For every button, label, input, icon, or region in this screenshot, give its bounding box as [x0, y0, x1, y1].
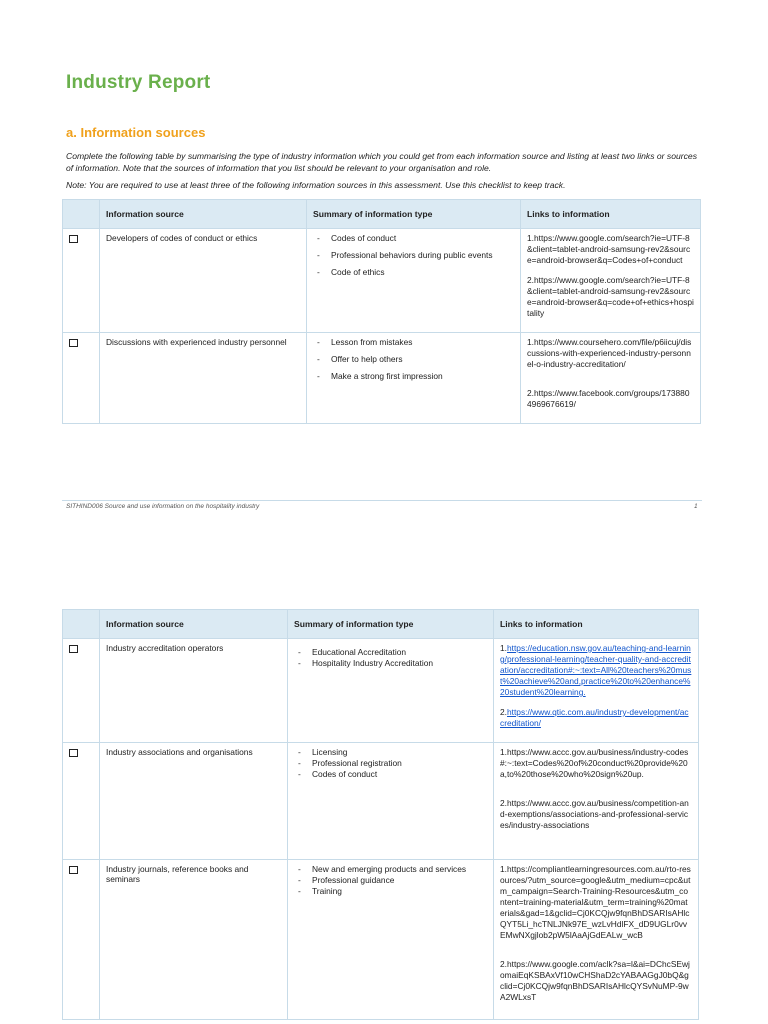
list-item: - Offer to help others — [313, 354, 514, 365]
table-header-row — [63, 610, 699, 639]
header-summary: Summary of information type — [307, 200, 521, 229]
link-text: 1.https://www.coursehero.com/file/p6iicuj/discussions-with-experienced-industry-personnel-o-industry-accreditation/ — [527, 337, 692, 369]
table-row — [63, 333, 701, 424]
header-information-source: Information source — [100, 200, 307, 229]
checkbox-header — [63, 610, 100, 639]
list-item: - Training — [294, 886, 487, 897]
link-text: 2.https://www.facebook.com/groups/1738804969676619/ — [527, 388, 690, 409]
list-item: - Educational Accreditation — [294, 647, 487, 658]
link-prefix: 1. — [500, 643, 507, 653]
links-cell — [494, 639, 699, 743]
information-source-cell: Discussions with experienced industry personnel — [100, 333, 307, 424]
note-text: Note: You are required to use at least three of the following information sources in this assessment. Use this checklist to keep track. — [66, 180, 566, 190]
page-title: Industry Report — [66, 72, 211, 93]
list-item: - New and emerging products and services — [294, 864, 487, 875]
links-cell — [494, 860, 699, 1020]
information-source-cell: Industry associations and organisations — [100, 743, 288, 860]
table-header-row — [63, 200, 701, 229]
checkbox[interactable] — [69, 235, 78, 243]
checkbox[interactable] — [69, 866, 78, 874]
footer-text: SITHIND006 Source and use information on the hospitality industry — [66, 503, 260, 510]
link-text: 2.https://www.google.com/search?ie=UTF-8&client=tablet-android-samsung-rev2&source=android-browser&q=code+of+ethics+hospitality — [527, 275, 694, 318]
header-summary: Summary of information type — [288, 610, 494, 639]
list-item: - Lesson from mistakes — [313, 337, 514, 348]
links-cell — [521, 333, 701, 424]
table-row — [63, 639, 699, 743]
qtic-link[interactable]: https://www.qtic.com.au/industry-development/accreditation/ — [500, 707, 689, 728]
header-links: Links to information — [494, 610, 699, 639]
table-row — [63, 229, 701, 333]
checkbox[interactable] — [69, 749, 78, 757]
header-information-source: Information source — [100, 610, 288, 639]
list-item: - Codes of conduct — [313, 233, 514, 244]
table-row — [63, 860, 699, 1020]
summary-cell — [307, 229, 521, 333]
list-item: - Professional guidance — [294, 875, 487, 886]
link-text: 2.https://www.google.com/aclk?sa=l&ai=DChcSEwjomaiEqKSBAxVf10wCHShaD2cYABAAGgJ0bQ&gclid=Cj0KCQjw9fqnBhDSARIsAHlcQYSvNuMP-9wA2WLxsT — [500, 959, 690, 1002]
link-text: 1.https://compliantlearningresources.com.au/rto-resources/?utm_source=google&utm_medium=cpc&utm_campaign=Search-Training-Resources&utm_content=training-material&utm_term=training%20materials&gad=1&gclid=Cj0KCQjw9fqnBhDSARIsAHlcQYT5Li_hcTNLJNk97E_wzLvHdlFX_dD9UGLr0vvEMwNXgjlob2pW5lAaAjGdEALw_wcB — [500, 864, 691, 940]
list-item: - Codes of conduct — [294, 769, 487, 780]
footer-divider — [62, 500, 702, 501]
information-source-cell: Developers of codes of conduct or ethics — [100, 229, 307, 333]
information-source-cell: Industry accreditation operators — [100, 639, 288, 743]
list-item: - Licensing — [294, 747, 487, 758]
list-item: - Hospitality Industry Accreditation — [294, 658, 487, 669]
section-title: a. Information sources — [66, 125, 206, 140]
checkbox[interactable] — [69, 339, 78, 347]
information-sources-table-2 — [62, 609, 699, 1020]
table-row — [63, 743, 699, 860]
list-item: - Professional behaviors during public events — [313, 250, 514, 261]
summary-cell — [288, 860, 494, 1020]
checkbox-header — [63, 200, 100, 229]
link-text: 1.https://www.accc.gov.au/business/industry-codes#:~:text=Codes%20of%20conduct%20provide%20a,to%20those%20who%20sign%20up. — [500, 747, 689, 779]
list-item: - Make a strong first impression — [313, 371, 514, 382]
links-cell — [521, 229, 701, 333]
accreditation-link[interactable]: https://education.nsw.gov.au/teaching-and-learning/professional-learning/teacher-quality-and-accreditation/accreditation#:~:text=All%20teachers%20must%20achieve%20and,practice%20to%20enhance%20student%20learning. — [500, 643, 692, 697]
page-number: 1 — [694, 503, 698, 510]
links-cell — [494, 743, 699, 860]
intro-text: Complete the following table by summarising the type of industry information which you could get from each information source and listing at least two links or sources of information. Note that the sources of information that you list should be relevant to your organisation and role. — [66, 151, 697, 173]
summary-cell — [307, 333, 521, 424]
link-prefix: 2. — [500, 707, 507, 717]
information-source-cell: Industry journals, reference books and seminars — [100, 860, 288, 1020]
summary-cell — [288, 743, 494, 860]
header-links: Links to information — [521, 200, 701, 229]
checkbox[interactable] — [69, 645, 78, 653]
list-item: - Code of ethics — [313, 267, 514, 278]
summary-cell — [288, 639, 494, 743]
link-text: 1.https://www.google.com/search?ie=UTF-8&client=tablet-android-samsung-rev2&source=android-browser&q=Codes+of+conduct — [527, 233, 691, 265]
list-item: - Professional registration — [294, 758, 487, 769]
link-text: 2.https://www.accc.gov.au/business/competition-and-exemptions/associations-and-professional-services/industry-associations — [500, 798, 689, 830]
information-sources-table-1 — [62, 199, 701, 424]
